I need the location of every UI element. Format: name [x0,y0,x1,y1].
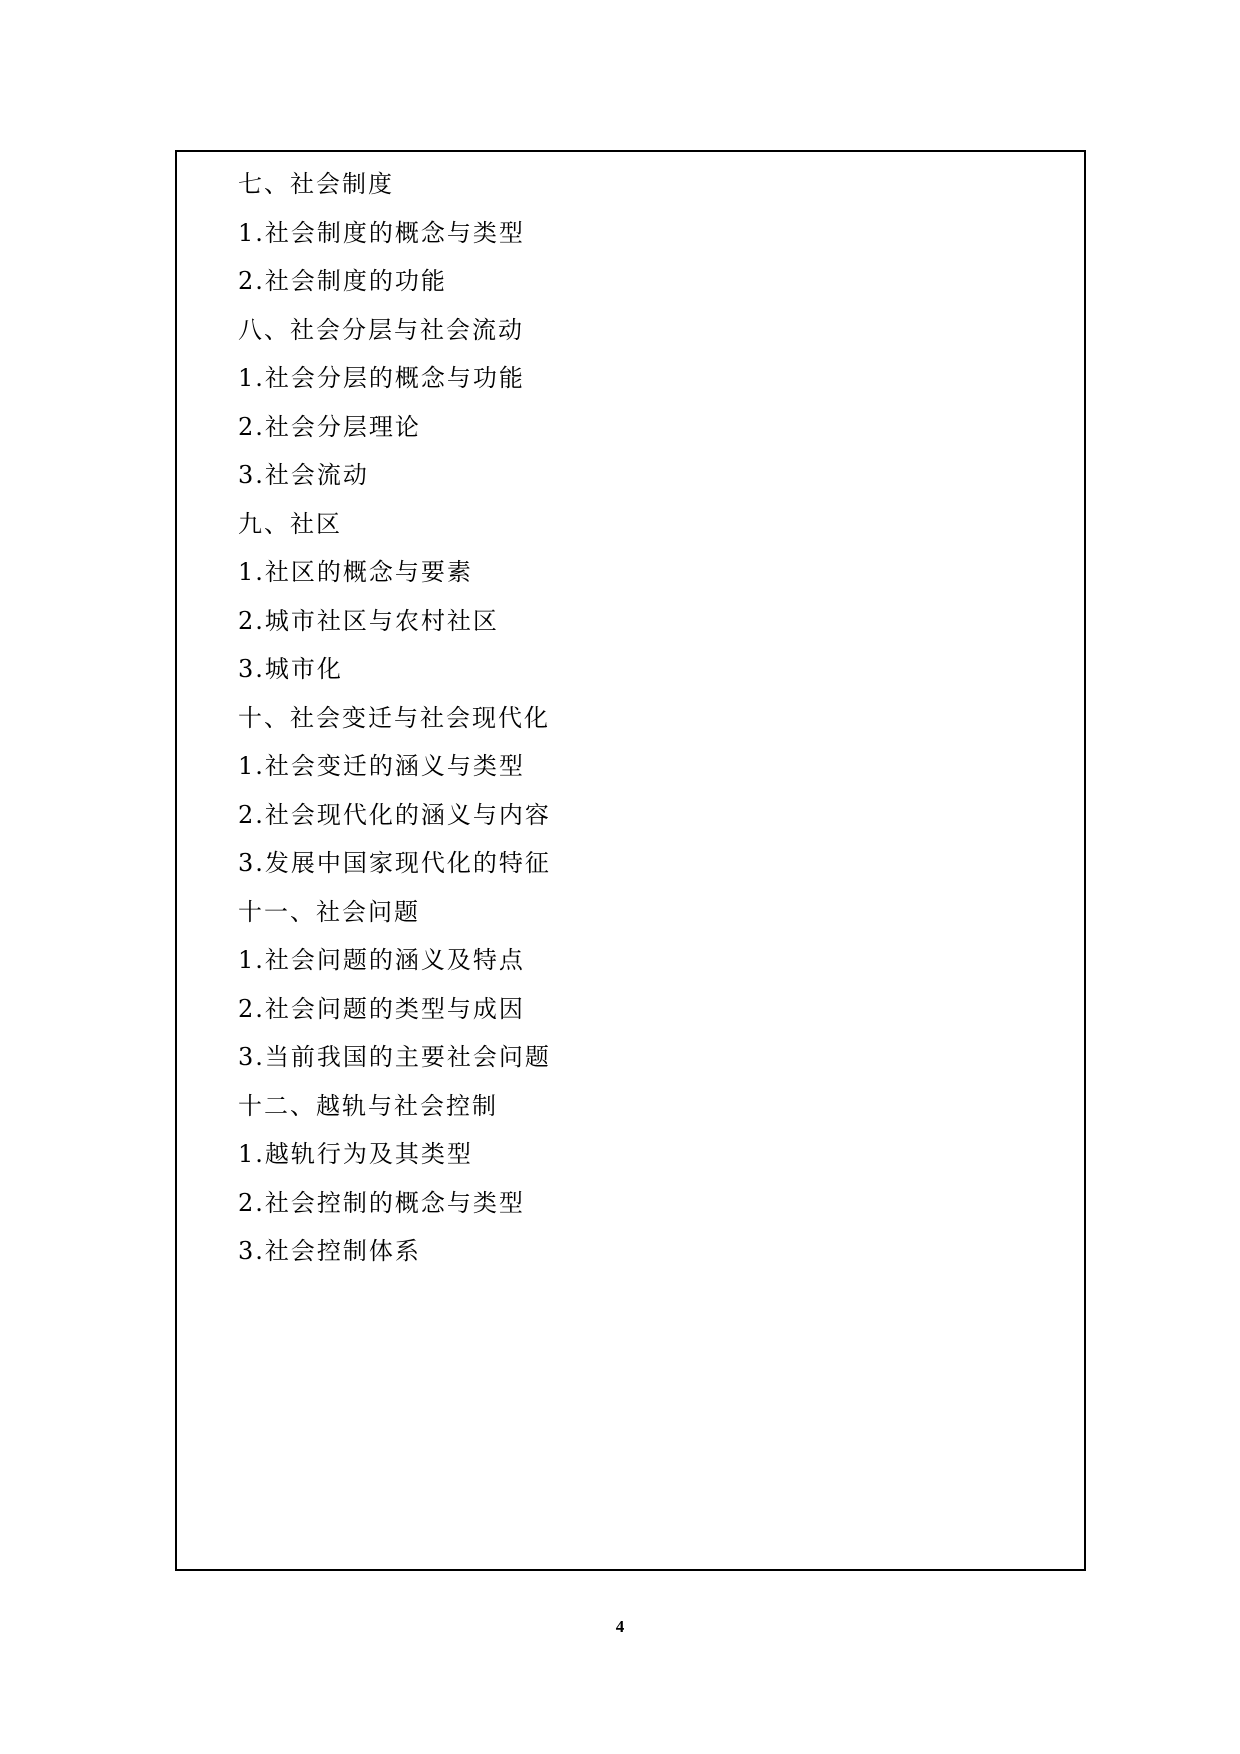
page-number: 4 [615,1617,625,1636]
outline-line: 1.社会问题的涵义及特点 [238,946,525,974]
outline-line: 2.社会制度的功能 [238,267,447,295]
outline-line: 3.社会流动 [238,461,369,489]
outline-line: 八、社会分层与社会流动 [238,315,524,344]
outline-line: 2.社会控制的概念与类型 [238,1188,525,1217]
outline-line: 十一、社会问题 [238,897,420,926]
outline-line: 七、社会制度 [238,170,394,198]
outline-line: 1.越轨行为及其类型 [238,1140,473,1168]
outline-line: 九、社区 [238,509,342,538]
syllabus-outline [238,160,1058,1276]
outline-line: 3.社会控制体系 [238,1237,421,1265]
outline-line: 1.社会分层的概念与功能 [238,364,525,392]
outline-line: 2.社会现代化的涵义与内容 [238,800,551,829]
outline-line: 3.城市化 [238,655,343,683]
outline-line: 1.社会制度的概念与类型 [238,218,525,247]
outline-line: 2.社会分层理论 [238,412,421,441]
outline-line: 十、社会变迁与社会现代化 [238,703,550,732]
outline-line: 2.城市社区与农村社区 [238,606,499,635]
outline-line: 3.当前我国的主要社会问题 [238,1043,551,1071]
outline-line: 1.社会变迁的涵义与类型 [238,752,525,780]
outline-line: 2.社会问题的类型与成因 [238,994,525,1023]
outline-line: 1.社区的概念与要素 [238,558,473,586]
outline-line: 十二、越轨与社会控制 [238,1091,498,1120]
outline-line: 3.发展中国家现代化的特征 [238,849,551,877]
